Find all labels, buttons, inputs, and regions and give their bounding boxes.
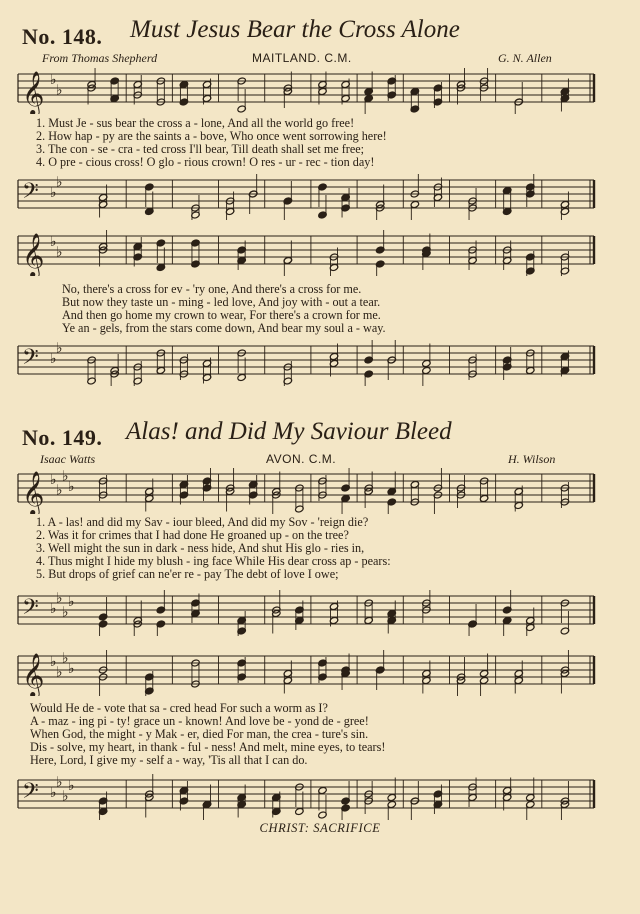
hymn-title: Must Jesus Bear the Cross Alone	[130, 16, 460, 43]
svg-text:♭: ♭	[50, 654, 57, 670]
svg-text:♭: ♭	[56, 664, 63, 681]
verse-line: But now they taste un - ming - led love, And joy with - out a tear.	[62, 296, 381, 309]
tune-name: AVON. C.M.	[266, 452, 337, 466]
verse-line: 1. A - las! and did my Sav - iour bleed, And did my Sov - 'reign die?	[36, 516, 369, 529]
bass-clef-icon: 𝄢	[22, 595, 39, 625]
svg-text:♭: ♭	[50, 601, 57, 617]
verse-line: And then go home my crown to wear, For there's a crown for me.	[62, 309, 381, 322]
page-footer: CHRIST: SACRIFICE	[259, 821, 381, 835]
svg-text:♭: ♭	[50, 185, 57, 201]
verse-line: No, there's a cross for ev - 'ry one, And there's a cross for me.	[62, 283, 362, 296]
verse-line: Dis - solve, my heart, in thank - ful - ness! And melt, mine eyes, to tears!	[30, 741, 386, 754]
svg-text:♭: ♭	[62, 788, 69, 805]
bass-staff	[10, 588, 600, 636]
verse-line: Would He de - vote that sa - cred head For such a worm as I?	[30, 702, 328, 715]
verse-line: 1. Must Je - sus bear the cross a - lone, And all the world go free!	[36, 117, 355, 130]
treble-staff	[10, 66, 600, 114]
treble-staff	[10, 228, 600, 276]
svg-text:♭: ♭	[50, 472, 57, 488]
verse-line: 3. Well might the sun in dark - ness hide, And shut His glo - ries in,	[36, 542, 365, 555]
bass-clef-icon: 𝄢	[22, 779, 39, 809]
svg-text:♭: ♭	[68, 778, 75, 794]
bass-staff	[10, 172, 600, 220]
svg-text:♭: ♭	[56, 482, 63, 499]
svg-text:♭: ♭	[56, 244, 63, 261]
treble-staff	[10, 466, 600, 514]
svg-text:♭: ♭	[68, 661, 75, 677]
treble-staff	[10, 648, 600, 696]
svg-text:♭: ♭	[56, 82, 63, 99]
verse-line: 5. But drops of grief can ne'er re - pay The debt of love I owe;	[36, 568, 339, 581]
svg-text:♭: ♭	[56, 174, 63, 191]
treble-clef-icon: 𝄞	[22, 653, 45, 696]
hymn-title: Alas! and Did My Saviour Bleed	[126, 418, 452, 445]
hymn-author: From Thomas Shepherd	[42, 51, 158, 65]
svg-text:♭: ♭	[56, 590, 63, 607]
svg-text:♭: ♭	[56, 340, 63, 357]
svg-text:♭: ♭	[50, 785, 57, 801]
svg-text:♭: ♭	[50, 234, 57, 250]
verse-line: Here, Lord, I give my - self a - way, 'Tis all that I can do.	[30, 754, 308, 767]
bass-clef-icon: 𝄢	[22, 345, 39, 375]
hymn-number: No. 148.	[22, 24, 103, 49]
svg-text:♭: ♭	[56, 774, 63, 791]
hymn-number: No. 149.	[22, 425, 103, 450]
hymn-author: Isaac Watts	[40, 452, 96, 466]
verse-line: 4. O pre - cious cross! O glo - rious crown! O res - ur - rec - tion day!	[36, 156, 375, 169]
verse-line: 2. How hap - py are the saints a - bove, Who once went sorrowing here!	[36, 130, 387, 143]
verse-line: 2. Was it for crimes that I had done He groaned up - on the tree?	[36, 529, 349, 542]
svg-text:♭: ♭	[62, 650, 69, 667]
svg-text:♭: ♭	[50, 72, 57, 88]
treble-clef-icon: 𝄞	[22, 233, 45, 276]
tune-name: MAITLAND. C.M.	[252, 51, 352, 65]
svg-text:♭: ♭	[62, 468, 69, 485]
verse-line: Ye an - gels, from the stars come down, And bear my soul a - way.	[62, 322, 386, 335]
bass-staff	[10, 338, 600, 386]
svg-text:♭: ♭	[68, 479, 75, 495]
verse-line: 4. Thus might I hide my blush - ing face While His dear cross ap - pears:	[36, 555, 391, 568]
verse-line: When God, the might - y Mak - er, died For man, the crea - ture's sin.	[30, 728, 369, 741]
treble-clef-icon: 𝄞	[22, 471, 45, 514]
svg-text:♭: ♭	[68, 594, 75, 610]
composer: G. N. Allen	[498, 51, 552, 65]
composer: H. Wilson	[508, 452, 556, 466]
bass-clef-icon: 𝄢	[22, 179, 39, 209]
treble-clef-icon: 𝄞	[22, 71, 45, 114]
verse-line: 3. The con - se - cra - ted cross I'll bear, Till death shall set me free;	[36, 143, 365, 156]
svg-text:♭: ♭	[62, 604, 69, 621]
svg-text:♭: ♭	[50, 351, 57, 367]
verse-line: A - maz - ing pi - ty! grace un - known! And love be - yond de - gree!	[30, 715, 369, 728]
bass-staff	[10, 772, 600, 820]
